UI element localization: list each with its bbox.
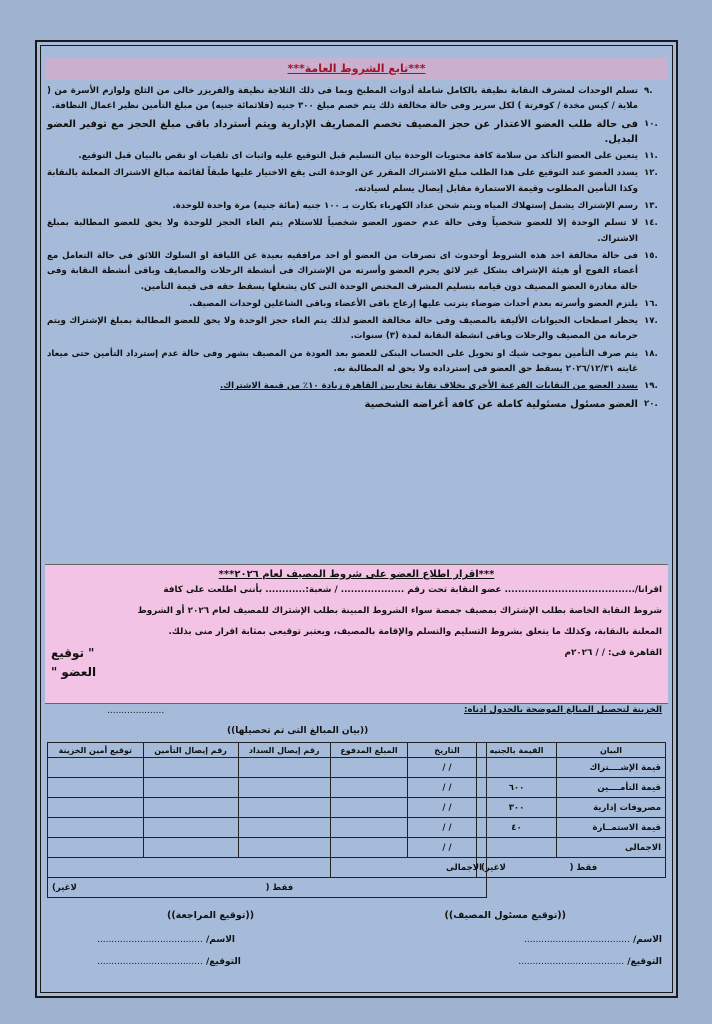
clause-12: .١٢ يسدد العضو عند التوقيع على هذا الطلب مبلغ الاشتراك المقرر عن الوحدة التى يقع الاختيار عليها طبقاً لقائمة مبالغ الاشتراك المعلنة بالنقابة وكذا التأمين المطلوب وقيمة الاستمارة مقابل إيصال يسلم لسيادته. xyxy=(47,168,658,194)
review-signature-title: ((توقيع المراجعة)) xyxy=(167,910,255,921)
ack-date-row xyxy=(45,643,668,664)
table-row: قيمة الإشــــتراك xyxy=(477,758,666,778)
acknowledgement-box xyxy=(45,564,668,704)
table-row xyxy=(48,818,487,838)
amounts-caption: ((بيان المبالغ التى تم تحصيلها)) xyxy=(227,726,369,736)
ack-line-3: المعلنة بالنقابة، وكذلك ما يتعلق بشروط التسليم والتسلم والإقامة بالمصيف، ويعتبر توقيعى بمثابة اقرار منى بذلك. xyxy=(168,627,662,637)
insurance-value: ٦٠٠ xyxy=(477,778,557,798)
payments-header-paid: المبلغ المدفوع xyxy=(330,743,407,758)
table-row: مصروفات إدارية ٣٠٠ xyxy=(477,798,666,818)
fees-total-value[interactable] xyxy=(477,838,557,858)
clause-16: .١٦ يلتزم العضو وأسرته بعدم أحداث ضوضاء يترتب عليها إزعاج باقى الأعضاء وباقى الشاغلين لوحدات المصيف. xyxy=(189,298,658,309)
payment-date[interactable]: / / xyxy=(408,798,487,818)
clause-10: .١٠ فى حالة طلب العضو الاعتذار عن حجز المصيف تخصم المصاريف الإدارية ويتم أسترداد باقى مبلغ الحجز مع توفير العضو البديل. xyxy=(47,118,658,145)
payment-date[interactable]: / / xyxy=(408,838,487,858)
clause-14: .١٤ لا تسلم الوحدة إلا للعضو شخصياً وفى حالة عدم حضور العضو شخصياً للاستلام يتم الغاء الحجز للوحدة ولا يحق للعضو المطالبة بمبلغ الاشتراك. xyxy=(47,218,658,244)
table-row xyxy=(48,798,487,818)
officer-sign-field[interactable]: ..................................... xyxy=(518,957,625,967)
review-sign-field[interactable]: ..................................... xyxy=(97,957,203,967)
payments-total-row xyxy=(48,858,487,878)
member-label: العضو " xyxy=(51,665,97,679)
officer-name-row: الاسم/ ..................................... xyxy=(524,935,662,945)
ack-member-row xyxy=(45,664,668,682)
payments-header-receipt: رقم إيصال السداد xyxy=(238,743,330,758)
payment-date[interactable]: / / xyxy=(408,758,487,778)
payments-total-label: الاجمالى xyxy=(330,858,486,878)
clause-13: .١٣ رسم الإشتراك يشمل إستهلاك المياه ويتم شحن عداد الكهرباء بكارت بـ ١٠٠ جنيه (مائة جنيه) مرة واحدة للوحدة. xyxy=(172,201,658,212)
admin-fee-value: ٣٠٠ xyxy=(477,798,557,818)
payments-words-row xyxy=(48,878,487,898)
payment-date[interactable]: / / xyxy=(408,818,487,838)
resort-officer-signature-title: ((توقيع مسئول المصيف)) xyxy=(444,910,566,921)
clause-11: .١١ يتعين على العضو التأكد من سلامة كافة محتويات الوحدة بيان التسليم قبل التوقيع عليه واثبات اى تلفيات او نقص بالبيان قبل التوقيع. xyxy=(78,151,658,162)
form-fee-value: ٤٠ xyxy=(477,818,557,838)
fees-header-item: البيان xyxy=(557,743,666,758)
review-name-field[interactable]: ..................................... xyxy=(97,935,203,945)
table-row: قيمة التأمــــين ٦٠٠ xyxy=(477,778,666,798)
payments-header-cashier-sign: توقيع أمين الخزينة xyxy=(48,743,144,758)
payments-table xyxy=(47,742,487,898)
section-title: ***تابع الشروط العامة*** xyxy=(45,58,668,80)
payments-header-date: التاريخ xyxy=(408,743,487,758)
payment-date[interactable]: / / xyxy=(408,778,487,798)
clause-15: .١٥ فى حالة مخالفة احد هذه الشروط أوحدوث اى تصرفات من العضو أو احد مرافقيه بعيدة عن اللياقة او السلوك اللائق فى حالة التعامل مع أعضاء الفوج أو هيئة الإشراف بشكل غير لائق يحرم العضو وأسرته من الإشتراك فى أنشطة الرحلات والمصايف وباقى أنشطة النقابة وفى حالة مغادرة العضو المصيف دون قيامه بتسليم المشرف المختص الوحدة التى كان يشغلها يسقط حقه فى قيمة التأمين. xyxy=(47,250,658,292)
clause-9: .٩ تسلم الوحدات لمشرف النقابة نظيفة بالكامل شاملة أدوات المطبخ وبما فى ذلك الثلاجة نظيفة والفريزر خالى من الثلج ولوازم الأسرة من ( ملاية / كيس مخدة / كوفرتة ) لكل سرير وفى حالة مخالفة ذلك يتم خصم مبلغ ٣٠٠ جنيه (فلاثمائة جنيه) من مبلغ التأمين نظير اعمال النظافة. xyxy=(47,86,653,112)
ack-date[interactable]: القاهرة فى: / / ٢٠٢٦م xyxy=(564,648,662,658)
fees-total-row: الاجمالى xyxy=(477,838,666,858)
clause-19: .١٩ يسدد العضو من النقابات الفرعية الأخرى بخلاف نقابة تجاريين القاهرة زيادة ١٠٪ من قيمة الاشتراك. xyxy=(220,381,658,392)
ack-title: ***اقرار اطلاع العضو على شروط المصيف لعام ٢٠٢٦*** xyxy=(218,569,495,580)
table-row xyxy=(48,778,487,798)
fees-table xyxy=(476,742,666,878)
member-signature-label: " توقيع xyxy=(51,646,95,660)
payments-header-insurance-receipt: رقم إيصال التأمين xyxy=(143,743,238,758)
table-row xyxy=(48,758,487,778)
payments-total-value[interactable] xyxy=(48,858,331,878)
treasury-label: الخزينة لتحصيل المبالغ الموضحة بالجدول ادناه: xyxy=(464,705,662,715)
treasury-dots[interactable]: .................... xyxy=(107,706,165,716)
ack-line-2: شروط النقابة الخاصة بطلب الإشتراك بمصيف جمصة سواء الشروط المبينة بطلب الإشتراك للمصيف لعام ٢٠٢٦ أو الشروط xyxy=(137,606,662,616)
fees-total-words[interactable]: فقط ( لاغير) xyxy=(477,858,666,878)
payments-total-words[interactable]: فقط ( لاغير) xyxy=(48,878,487,898)
table-row xyxy=(48,838,487,858)
ack-line-1[interactable]: اقرانا/....................................... عضو النقابة تحت رقم ................... / شعبة:............ بأننى اطلعت على كافة xyxy=(163,585,662,595)
clause-17: .١٧ يحظر اصطحاب الحيوانات الأليفة بالمصيف وفى حالة مخالفة العضو لذلك يتم الغاء حجز الوحدة ولا يحق للعضو المطالبة بمبلغ الإشتراك ويتم حرمانه من المصيف والرحلات وباقى انشطة النقابة لمدة (٣) سنوات. xyxy=(47,316,658,342)
officer-sign-row: التوقيع/ ..................................... xyxy=(518,957,662,967)
table-row: قيمة الاستمــارة ٤٠ xyxy=(477,818,666,838)
clause-18: .١٨ يتم صرف التأمين بموجب شيك او تحويل على الحساب البنكى للعضو بعد العودة من المصيف بشهر وفى حالة عدم إسترداد التأمين حتى ميعاد غايته ٢٠٢٦/١٢/٣١ يسقط حق العضو فى إسترداده ولا يحق له المطالبة به. xyxy=(47,348,658,375)
clause-20: .٢٠ العضو مسئول مسئولية كاملة عن كافة أغراضه الشخصية xyxy=(364,398,658,410)
review-name-row: الاسم/ ..................................... xyxy=(97,935,235,945)
subscription-value[interactable] xyxy=(477,758,557,778)
officer-name-field[interactable]: ..................................... xyxy=(524,935,630,945)
review-sign-row: التوقيع/ ..................................... xyxy=(97,957,241,967)
form-page xyxy=(35,40,678,998)
clauses-list xyxy=(47,84,666,414)
fees-header-value: القيمة بالجنيه xyxy=(477,743,557,758)
fees-words-row xyxy=(477,858,666,878)
